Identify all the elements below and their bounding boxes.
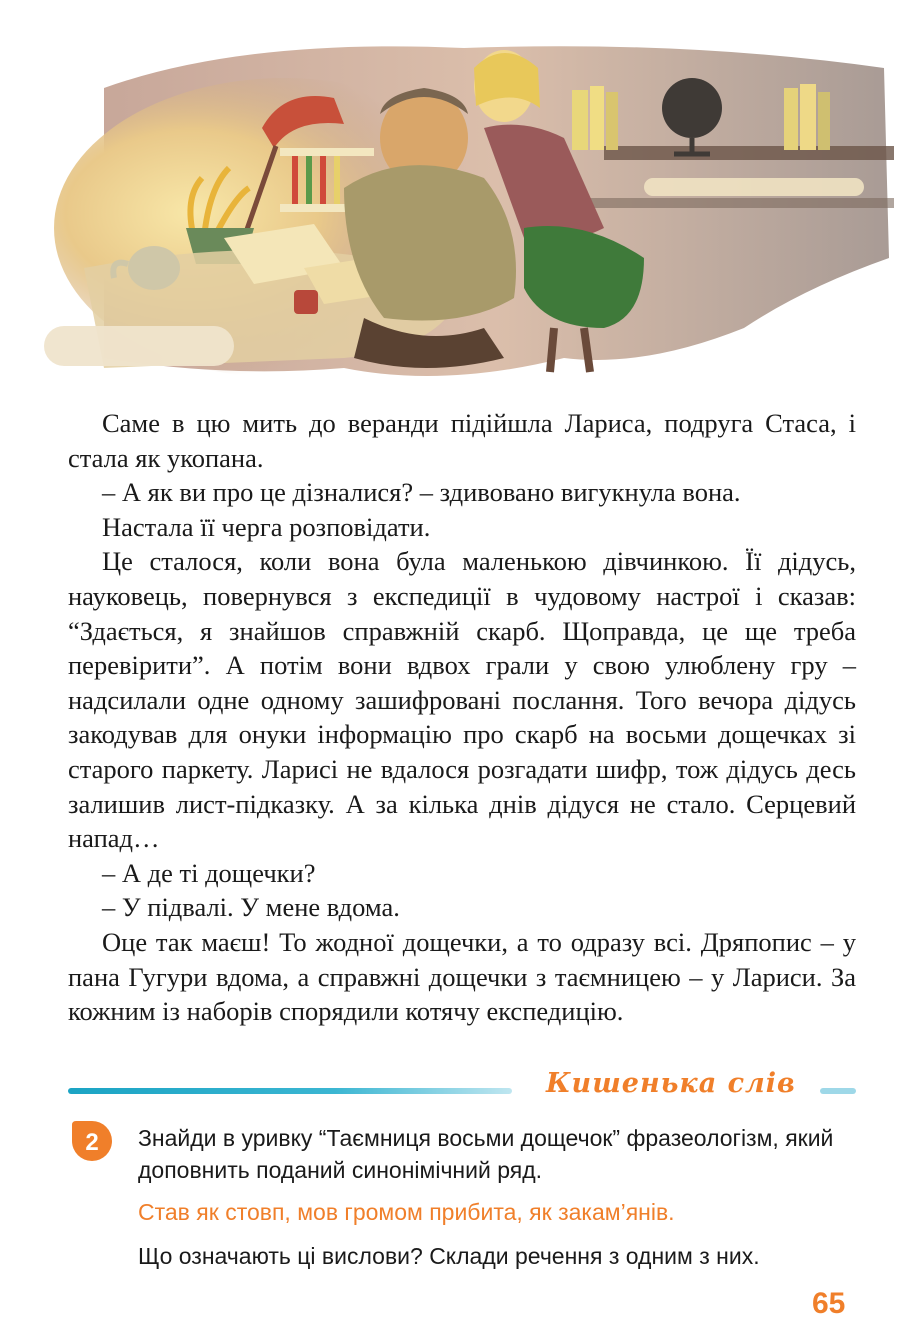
task-instruction: Знайди в уривку “Таємниця восьми дощечок” фразеологізм, який доповнить поданий синонімічний ряд. [138,1125,834,1183]
story-illustration [44,28,896,400]
story-paragraph: – У підвалі. У мене вдома. [102,892,400,923]
task-number: 2 [85,1129,99,1156]
story-paragraph: Це сталося, коли вона була маленькою дівчинкою. Її дідусь, науковець, повернувся з експедиції в чудовому настрої і сказав: “Здається, я знайшов справжній скарб. Щоправда, це ще треба перевірити”. А потім вони вдвох грали у свою улюблену гру – надсилали одне одному зашифровані послання. Того вечора дідусь закодував для онуки інформацію про скарб на восьми дощечках зі старого паркету. Ларисі не вдалося розгадати шифр, тож дідусь десь залишив лист-підказку. А за кілька днів дідуся не стало. Серцевий напад… [68,546,856,854]
story-paragraph: Оце так маєш! То жодної дощечки, а то одразу всі. Дряпопис – у пана Гугури вдома, а справжні дощечки з таємницею – у Лариси. За кожним із наборів спорядили котячу експедицію. [68,926,856,1027]
task-block [138,1122,858,1272]
page-number: 65 [812,1287,846,1320]
story-paragraph: – А де ті дощечки? [102,857,316,888]
story-paragraph: Настала її черга розповідати. [102,511,431,542]
task-number-badge [70,1119,114,1163]
task-question: Що означають ці вислови? Склади речення з одним з них. [138,1243,760,1269]
section-title: Кишенька слів [546,1068,796,1099]
story-text [68,406,856,1029]
section-bar-left [68,1088,512,1094]
story-paragraph: Саме в цю мить до веранди підійшла Лариса, подруга Стаса, і стала як укопана. [68,408,856,473]
task-examples: Став як стовп, мов громом прибита, як закам’янів. [138,1199,675,1225]
story-paragraph: – А як ви про це дізналися? – здивовано вигукнула вона. [102,477,741,508]
section-bar-right [820,1088,856,1094]
section-header [68,1068,856,1106]
